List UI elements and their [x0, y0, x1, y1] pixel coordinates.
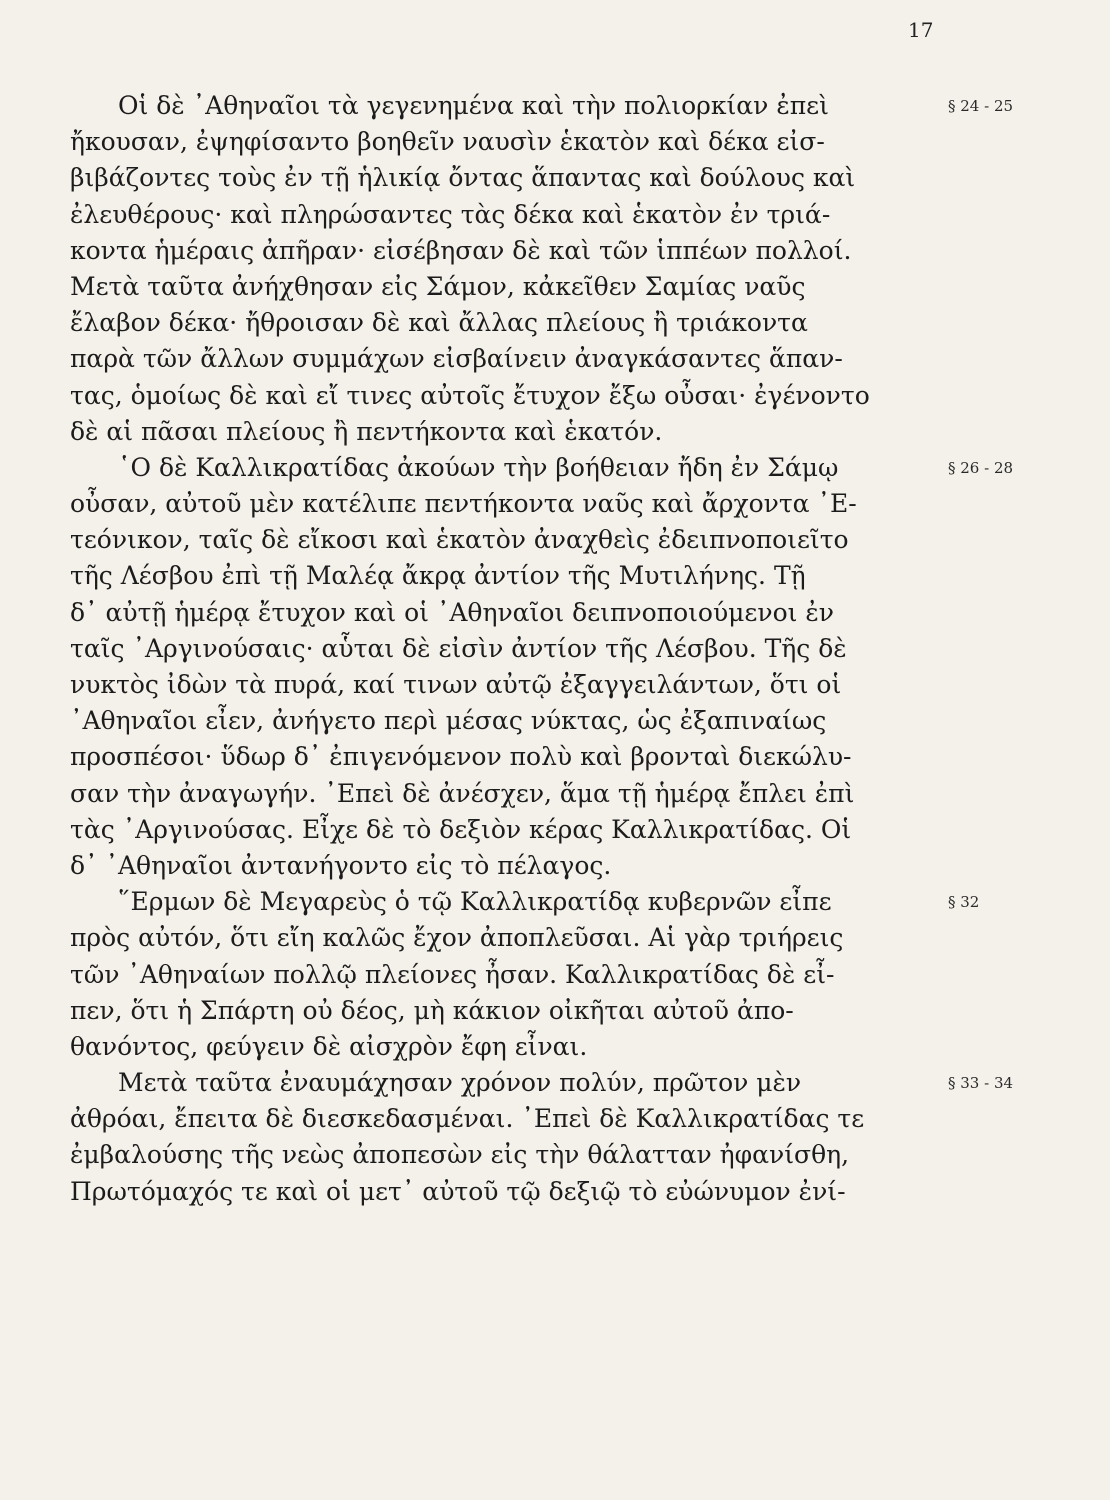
text-block	[70, 88, 1014, 1210]
line-text: τεόνικον, ταῖς δὲ εἴκοσι καὶ ἑκατὸν ἀναχθεὶς ἐδειπνοποιεῖτο	[70, 525, 849, 555]
text-line	[70, 486, 970, 522]
text-line	[70, 812, 970, 848]
text-line	[70, 776, 970, 812]
text-line	[70, 703, 970, 739]
margin-reference: § 33 - 34	[948, 1074, 1014, 1093]
text-line	[70, 595, 970, 631]
line-text: ταῖς ᾿Αργινούσαις· αὗται δὲ εἰσὶν ἀντίον τῆς Λέσβου. Τῆς δὲ	[70, 633, 847, 663]
line-text: δὲ αἱ πᾶσαι πλείους ἢ πεντήκοντα καὶ ἑκατόν.	[70, 416, 663, 446]
line-text: ῞Ερμων δὲ Μεγαρεὺς ὁ τῷ Καλλικρατίδᾳ κυβερνῶν εἶπε	[118, 887, 832, 917]
line-text: οὖσαν, αὐτοῦ μὲν κατέλιπε πεντήκοντα ναῦς καὶ ἄρχοντα ᾿Ε-	[70, 489, 857, 519]
text-line	[70, 522, 970, 558]
text-line	[70, 739, 970, 775]
line-text: πεν, ὅτι ἡ Σπάρτη οὐ δέος, μὴ κάκιον οἰκῆται αὐτοῦ ἀπο-	[70, 995, 794, 1025]
text-line	[70, 884, 980, 920]
text-line	[70, 667, 970, 703]
margin-reference: § 24 - 25	[948, 97, 1014, 115]
line-text: Μετὰ ταῦτα ἐναυμάχησαν χρόνον πολύν, πρῶτον μὲν	[118, 1068, 802, 1098]
text-line	[70, 341, 970, 377]
line-text: κοντα ἡμέραις ἀπῆραν· εἰσέβησαν δὲ καὶ τῶν ἱππέων πολλοί.	[70, 235, 852, 265]
line-text: ἤκουσαν, ἐψηφίσαντο βοηθεῖν ναυσὶν ἑκατὸν καὶ δέκα εἰσ-	[70, 127, 825, 157]
margin-reference: § 32	[948, 893, 980, 912]
text-line	[70, 631, 970, 667]
text-line	[70, 920, 970, 956]
text-line	[70, 1029, 970, 1065]
margin-reference: § 26 - 28	[948, 458, 1014, 477]
text-line	[70, 378, 970, 414]
line-text: ἔλαβον δέκα· ἤθροισαν δὲ καὶ ἄλλας πλείους ἢ τριάκοντα	[70, 308, 808, 338]
line-text: τῶν ᾿Αθηναίων πολλῷ πλείονες ἦσαν. Καλλικρατίδας δὲ εἶ-	[70, 959, 835, 989]
text-line	[70, 160, 970, 196]
line-text: παρὰ τῶν ἄλλων συμμάχων εἰσβαίνειν ἀναγκάσαντες ἅπαν-	[70, 344, 843, 374]
line-text: πρὸς αὐτόν, ὅτι εἴη καλῶς ἔχον ἀποπλεῦσαι. Αἱ γὰρ τριήρεις	[70, 923, 844, 953]
text-line	[70, 124, 970, 160]
line-text: Μετὰ ταῦτα ἀνήχθησαν εἰς Σάμον, κἀκεῖθεν Σαμίας ναῦς	[70, 271, 806, 301]
line-text: νυκτὸς ἰδὼν τὰ πυρά, καί τινων αὐτῷ ἐξαγγειλάντων, ὅτι οἱ	[70, 670, 842, 699]
line-text: δ᾿ ᾿Αθηναῖοι ἀντανήγοντο εἰς τὸ πέλαγος.	[70, 850, 612, 880]
text-line	[70, 993, 970, 1029]
text-line	[70, 1101, 970, 1137]
line-text: τὰς ᾿Αργινούσας. Εἶχε δὲ τὸ δεξιὸν κέρας Καλλικρατίδας. Οἱ	[70, 814, 852, 844]
text-line	[70, 1065, 1014, 1101]
line-text: ῾Ο δὲ Καλλικρατίδας ἀκούων τὴν βοήθειαν ἤδη ἐν Σάμῳ	[118, 452, 839, 482]
text-line	[70, 414, 970, 450]
text-line	[70, 558, 970, 594]
line-text: ᾿Αθηναῖοι εἶεν, ἀνήγετο περὶ μέσας νύκτας, ὡς ἐξαπιναίως	[70, 706, 827, 736]
line-text: Πρωτόμαχός τε καὶ οἱ μετ᾿ αὐτοῦ τῷ δεξιῷ τὸ εὐώνυμον ἐνί-	[70, 1176, 846, 1206]
line-text: ἐλευθέρους· καὶ πληρώσαντες τὰς δέκα καὶ ἑκατὸν ἐν τριά-	[70, 199, 831, 229]
line-text: προσπέσοι· ὕδωρ δ᾿ ἐπιγενόμενον πολὺ καὶ βρονταὶ διεκώλυ-	[70, 742, 852, 772]
line-text: ἀθρόαι, ἔπειτα δὲ διεσκεδασμέναι. ᾿Επεὶ δὲ Καλλικρατίδας τε	[70, 1104, 865, 1134]
text-line	[70, 269, 970, 305]
text-line	[70, 1137, 970, 1173]
line-text: τας, ὁμοίως δὲ καὶ εἴ τινες αὐτοῖς ἔτυχον ἔξω οὖσαι· ἐγένοντο	[70, 380, 870, 410]
line-text: ἐμβαλούσης τῆς νεὼς ἀποπεσὼν εἰς τὴν θάλατταν ἠφανίσθη,	[70, 1140, 850, 1170]
line-text: τῆς Λέσβου ἐπὶ τῇ Μαλέᾳ ἄκρᾳ ἀντίον τῆς Μυτιλήνης. Τῇ	[70, 561, 806, 591]
text-line	[70, 848, 970, 884]
line-text: δ᾿ αὐτῇ ἡμέρᾳ ἔτυχον καὶ οἱ ᾿Αθηναῖοι δειπνοποιούμενοι ἐν	[70, 597, 834, 627]
text-line	[70, 450, 1014, 486]
text-line	[70, 305, 970, 341]
line-text: σαν τὴν ἀναγωγήν. ᾿Επεὶ δὲ ἀνέσχεν, ἅμα τῇ ἡμέρᾳ ἔπλει ἐπὶ	[70, 778, 855, 808]
line-text: θανόντος, φεύγειν δὲ αἰσχρὸν ἔφη εἶναι.	[70, 1031, 588, 1061]
page-number: 17	[908, 18, 934, 42]
text-line	[70, 197, 970, 233]
line-text: βιβάζοντες τοὺς ἐν τῇ ἡλικίᾳ ὄντας ἅπαντας καὶ δούλους καὶ	[70, 163, 856, 193]
text-line	[70, 1174, 970, 1210]
text-line	[70, 957, 970, 993]
text-line	[70, 88, 1014, 124]
line-text: Οἱ δὲ ᾿Αθηναῖοι τὰ γεγενημένα καὶ τὴν πολιορκίαν ἐπεὶ	[118, 91, 829, 120]
text-line	[70, 233, 970, 269]
